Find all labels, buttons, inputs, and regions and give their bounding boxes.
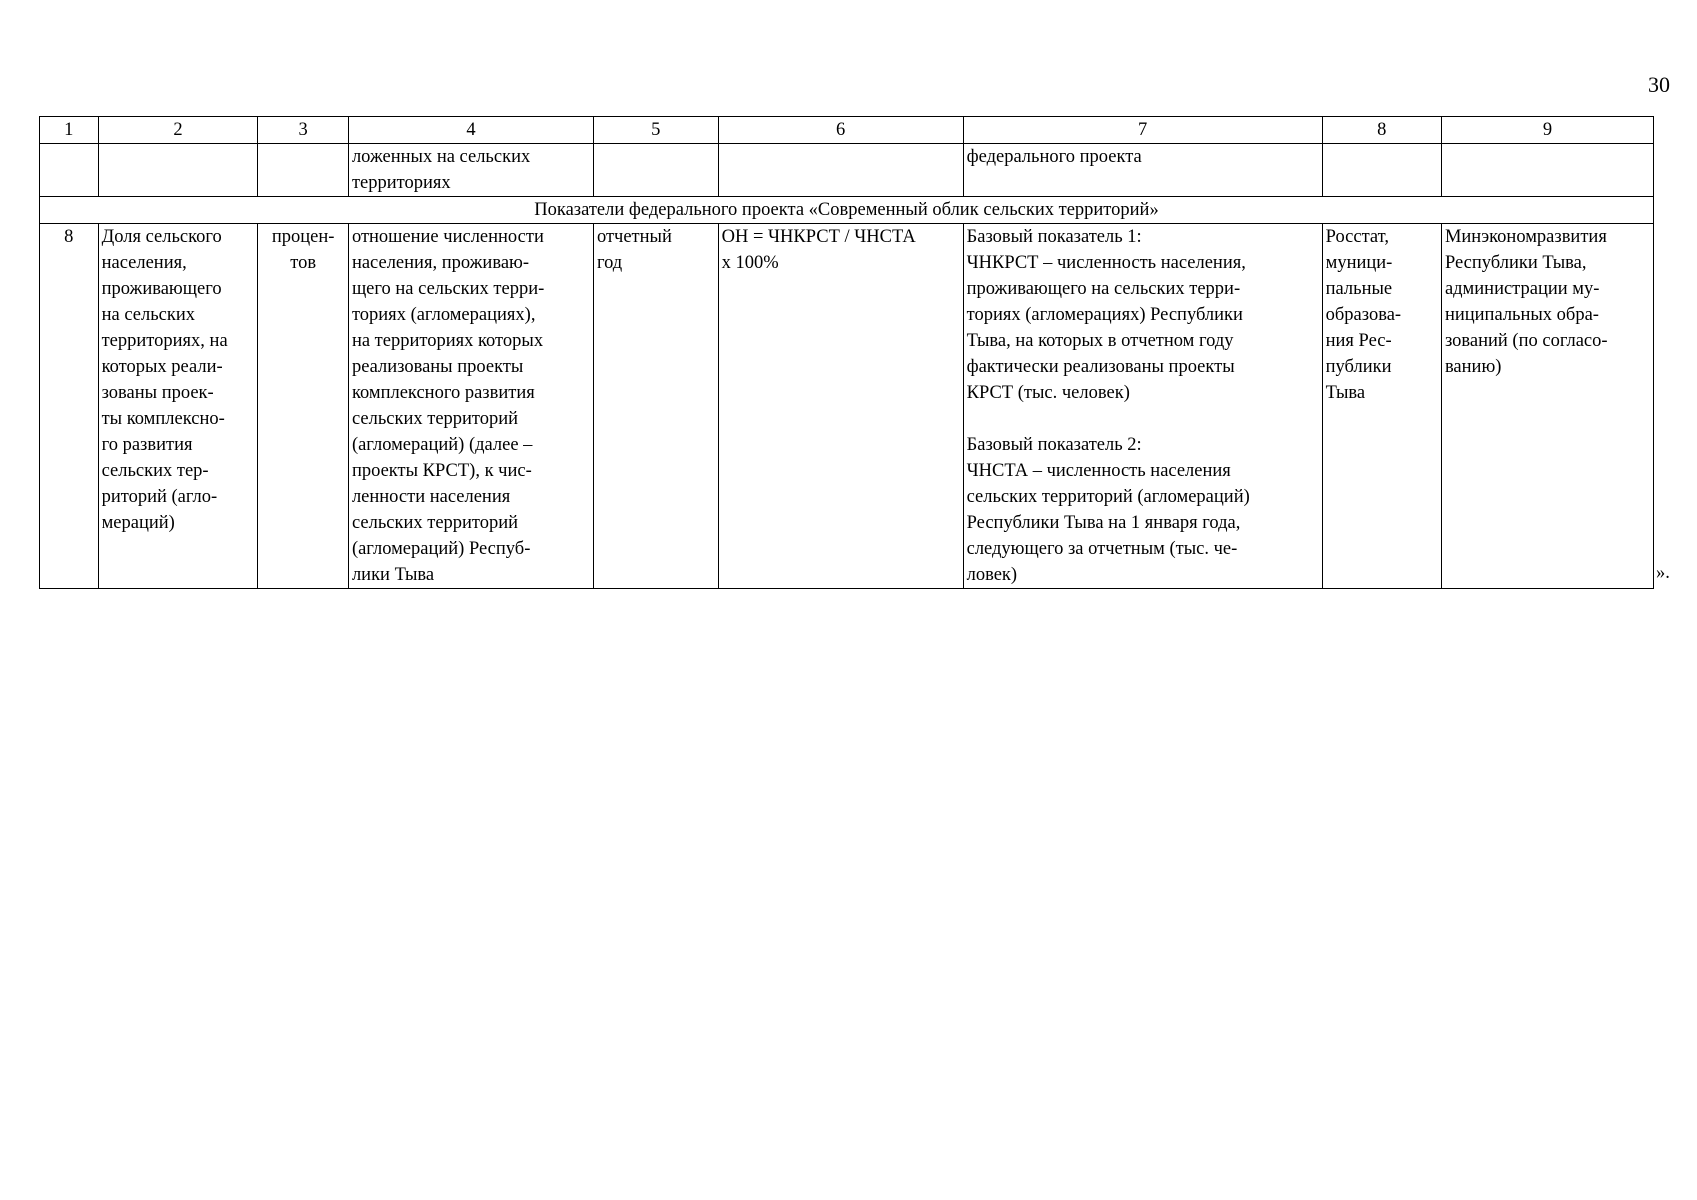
definition-line: населения, проживаю- bbox=[351, 253, 530, 273]
base-indicator-1-line: Базовый показатель 1: bbox=[966, 227, 1142, 247]
definition-line: (агломераций) Респуб- bbox=[351, 539, 531, 559]
definition-line: отношение численности bbox=[351, 227, 544, 247]
column-number-8: 8 bbox=[1322, 117, 1441, 144]
base-indicator-2-line: ловек) bbox=[966, 565, 1018, 585]
base-indicator-1-line: ториях (агломерациях) Республики bbox=[966, 305, 1243, 325]
column-number-1: 1 bbox=[40, 117, 99, 144]
responsible-line: Минэкономразвития bbox=[1444, 227, 1607, 247]
section-heading: Показатели федерального проекта «Современный облик сельских территорий» bbox=[40, 197, 1654, 224]
definition-line: на территориях которых bbox=[351, 331, 544, 351]
indicator-name-line: Доля сельского bbox=[101, 227, 222, 247]
unit-line: процен- bbox=[271, 227, 335, 247]
indicator-name-line: мераций) bbox=[101, 513, 175, 533]
continuation-cell-4 bbox=[348, 144, 593, 197]
indicator-name-line: территориях, на bbox=[101, 331, 228, 351]
column-number-row bbox=[40, 117, 1654, 144]
data-source-line: пальные bbox=[1325, 279, 1393, 299]
page-number: 30 bbox=[1648, 72, 1670, 97]
indicator-name-line: сельских тер- bbox=[101, 461, 209, 481]
base-indicator-1-line: фактически реализованы проекты bbox=[966, 357, 1235, 377]
formula-cell bbox=[718, 224, 963, 589]
column-number-5: 5 bbox=[593, 117, 718, 144]
responsible-cell bbox=[1441, 224, 1653, 589]
definition-line: ленности населения bbox=[351, 487, 511, 507]
continuation-cell-9 bbox=[1441, 144, 1653, 197]
responsible-line: Республики Тыва, bbox=[1444, 253, 1587, 273]
base-indicator-1-line: ЧНКРСТ – численность населения, bbox=[966, 253, 1246, 273]
base-indicator-2-line: следующего за отчетным (тыс. че- bbox=[966, 539, 1238, 559]
continuation-cell-7 bbox=[963, 144, 1322, 197]
definition-cell bbox=[348, 224, 593, 589]
base-indicator-1-line: КРСТ (тыс. человек) bbox=[966, 383, 1130, 403]
indicator-table bbox=[39, 116, 1654, 589]
base-indicator-2-line: сельских территорий (агломераций) bbox=[966, 487, 1250, 507]
definition-line: (агломераций) (далее – bbox=[351, 435, 533, 455]
continuation-row bbox=[40, 144, 1654, 197]
base-indicator-1-line: Тыва, на которых в отчетном году bbox=[966, 331, 1234, 351]
unit-cell bbox=[258, 224, 349, 589]
continuation-cell-5 bbox=[593, 144, 718, 197]
column-number-6: 6 bbox=[718, 117, 963, 144]
column-number-4: 4 bbox=[348, 117, 593, 144]
data-source-line: муници- bbox=[1325, 253, 1393, 273]
definition-line: лики Тыва bbox=[351, 565, 435, 585]
indicator-name-line: которых реали- bbox=[101, 357, 223, 377]
indicator-name-line: зованы проек- bbox=[101, 383, 214, 403]
column-number-7: 7 bbox=[963, 117, 1322, 144]
responsible-line: ниципальных обра- bbox=[1444, 305, 1599, 325]
paragraph-gap bbox=[967, 406, 1319, 432]
indicator-name-line: риторий (агло- bbox=[101, 487, 218, 507]
column-number-9: 9 bbox=[1441, 117, 1653, 144]
definition-line: сельских территорий bbox=[351, 513, 519, 533]
data-source-line: Тыва bbox=[1325, 383, 1366, 403]
indicator-row-8 bbox=[40, 224, 1654, 589]
continuation-col7-line: федерального проекта bbox=[966, 147, 1142, 167]
period-line: год bbox=[596, 253, 623, 273]
unit-line: тов bbox=[290, 253, 317, 273]
data-source-line: ния Рес- bbox=[1325, 331, 1392, 351]
column-number-2: 2 bbox=[98, 117, 258, 144]
data-source-line: образова- bbox=[1325, 305, 1402, 325]
definition-line: реализованы проекты bbox=[351, 357, 524, 377]
definition-line: сельских территорий bbox=[351, 409, 519, 429]
responsible-line: администрации му- bbox=[1444, 279, 1600, 299]
formula-line: х 100% bbox=[721, 253, 779, 273]
definition-line: комплексного развития bbox=[351, 383, 535, 403]
responsible-line: ванию) bbox=[1444, 357, 1502, 377]
period-line: отчетный bbox=[596, 227, 672, 247]
continuation-cell-1 bbox=[40, 144, 99, 197]
period-cell bbox=[593, 224, 718, 589]
data-source-line: публики bbox=[1325, 357, 1392, 377]
indicator-name-cell bbox=[98, 224, 258, 589]
indicator-name-line: ты комплексно- bbox=[101, 409, 225, 429]
continuation-col4-line: территориях bbox=[351, 173, 451, 193]
closing-quote: ». bbox=[1656, 563, 1670, 583]
data-source-cell bbox=[1322, 224, 1441, 589]
continuation-col4-line: ложенных на сельских bbox=[351, 147, 531, 167]
definition-line: ториях (агломерациях), bbox=[351, 305, 536, 325]
section-heading-row bbox=[40, 197, 1654, 224]
indicator-name-line: на сельских bbox=[101, 305, 195, 325]
responsible-line: зований (по согласо- bbox=[1444, 331, 1608, 351]
formula-line: ОН = ЧНКРСТ / ЧНСТА bbox=[721, 227, 916, 247]
definition-line: щего на сельских терри- bbox=[351, 279, 545, 299]
column-number-3: 3 bbox=[258, 117, 349, 144]
base-indicator-2-line: Базовый показатель 2: bbox=[966, 435, 1142, 455]
base-indicator-1-line: проживающего на сельских терри- bbox=[966, 279, 1241, 299]
indicator-name-line: населения, bbox=[101, 253, 187, 273]
data-source-line: Росстат, bbox=[1325, 227, 1389, 247]
continuation-cell-2 bbox=[98, 144, 258, 197]
row-number: 8 bbox=[40, 224, 99, 589]
continuation-cell-8 bbox=[1322, 144, 1441, 197]
indicator-name-line: проживающего bbox=[101, 279, 222, 299]
continuation-cell-6 bbox=[718, 144, 963, 197]
base-indicator-2-line: Республики Тыва на 1 января года, bbox=[966, 513, 1241, 533]
definition-line: проекты КРСТ), к чис- bbox=[351, 461, 532, 481]
base-indicator-2-line: ЧНСТА – численность населения bbox=[966, 461, 1231, 481]
base-indicators-cell bbox=[963, 224, 1322, 589]
continuation-cell-3 bbox=[258, 144, 349, 197]
indicator-name-line: го развития bbox=[101, 435, 193, 455]
